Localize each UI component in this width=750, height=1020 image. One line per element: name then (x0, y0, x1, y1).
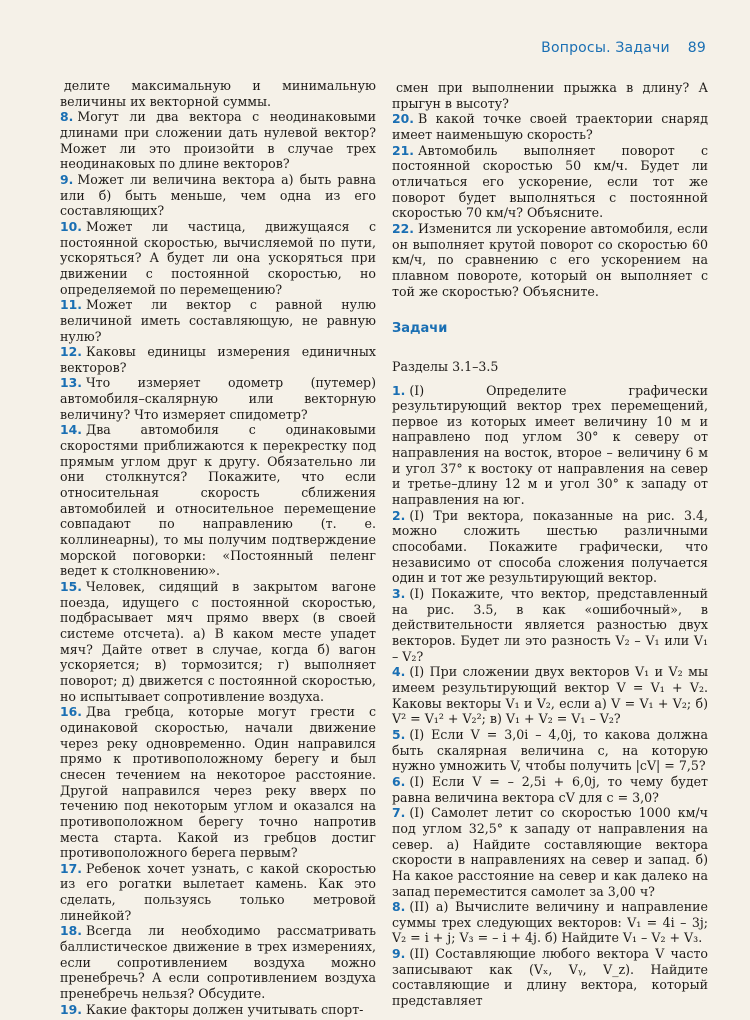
question-number: 12. (60, 344, 82, 360)
section-heading-problems: Задачи (392, 321, 448, 337)
question-number: 21. (392, 142, 414, 158)
page-number: 89 (687, 40, 706, 56)
running-head (541, 40, 706, 56)
question-item: 18. Всегда ли необходимо рассматривать баллистическое движение в трех измерениях, если сопротивлением воздуха можно пренебречь? А если сопротивлением воздуха пренебречь нельзя? Обсудите. (60, 923, 376, 1002)
question-item: 10. Может ли частица, движущаяся с постоянной скоростью, вычисляемой по пути, ускоряться? А будет ли она ускоряться при движении с постоянной скоростью, но определяемой по перемещению? (60, 218, 376, 297)
problem-number: 9. (392, 946, 406, 962)
problem-number: 7. (392, 805, 406, 821)
question-item: 9. Может ли величина вектора а) быть равна или б) быть меньше, чем одна из его составляющих? (60, 171, 376, 219)
question-number: 17. (60, 860, 82, 876)
problem-item: 4. (I) При сложении двух векторов V₁ и V₂ мы имеем результирующий вектор V = V₁ + V₂. Каковы векторы V₁ и V₂, если а) V = V₁ + V₂; б) V² = V₁² + V₂²; в) V₁ + V₂ = V₁ – V₂? (392, 664, 708, 727)
problem-number: 1. (392, 382, 406, 398)
question-number: 13. (60, 375, 82, 391)
problem-item: 8. (II) а) Вычислите величину и направление суммы трех следующих векторов: V₁ = 4i – 3j; V₂ = i + j; V₃ = – i + 4j. б) Найдите V₁ – V₂ + V₃. (392, 899, 708, 946)
question-number: 10. (60, 218, 82, 234)
question-number: 8. (60, 109, 74, 125)
question-item: 15. Человек, сидящий в закрытом вагоне поезда, идущего с постоянной скоростью, подбрасывает мяч прямо вверх (в своей системе отсчета). а) В каком месте упадет мяч? Дайте ответ в случае, когда б) вагон ускоряется; в) тормозится; г) выполняет поворот; д) движется с постоянной скоростью, но испытывает сопротивление воздуха. (60, 579, 376, 704)
problem-item: 6. (I) Если V = – 2,5i + 6,0j, то чему будет равна величина вектора cV для c = 3,0? (392, 773, 708, 805)
subsection-heading: Разделы 3.1–3.5 (392, 358, 499, 374)
problem-item: 7. (I) Самолет летит со скоростью 1000 км/ч под углом 32,5° к западу от направления на север. а) Найдите составляющие вектора скорости в направлениях на север и запад. б) На какое расстояние на север и как далеко на запад переместится самолет за 3,00 ч? (392, 805, 708, 899)
problem-number: 4. (392, 664, 406, 680)
question-number: 15. (60, 579, 82, 594)
problem-number: 6. (392, 773, 406, 789)
problem-item: 1. (I) Определите графически результирующий вектор трех перемещений, первое из которых имеет величину 10 м и направлено под углом 30° к северу от направления на восток, второе – величину 6 м и угол 37° к востоку от направления на север и третье–длину 12 м и угол 30° к западу от направления на юг. (392, 382, 708, 508)
question-number: 22. (392, 220, 414, 236)
question-item: 12. Каковы единицы измерения единичных векторов? (60, 344, 376, 375)
problem-item: 5. (I) Если V = 3,0i – 4,0j, то какова должна быть скалярная величина c, на которую нужно умножить V, чтобы получить |cV| = 7,5? (392, 726, 708, 774)
question-item: 14. Два автомобиля с одинаковыми скоростями приближаются к перекрестку под прямым углом друг к другу. Обязательно ли они столкнутся? Покажите, что если относительная скорость сближения автомобилей и относительное перемещение совпадают по направлению (т. е. коллинеарны), то мы получим подтверждение морской поговорки: «Постоянный пеленг ведет к столкновению». (60, 422, 376, 579)
question-item: 8. Могут ли два вектора с неодинаковыми длинами при сложении дать нулевой вектор? Может ли это произойти в случае трех неодинаковых по длине векторов? (60, 109, 376, 172)
question-number: 18. (60, 923, 82, 939)
question-item: 11. Может ли вектор с равной нулю величиной иметь составляющую, не равную нулю? (60, 297, 376, 344)
question-number: 9. (60, 171, 74, 187)
question-item: 19. Какие факторы должен учитывать спорт- (60, 1001, 364, 1017)
question-item: 20. В какой точке своей траектории снаряд имеет наименьшую скорость? (392, 111, 708, 142)
question-number: 20. (392, 111, 414, 127)
question-item: делите максимальную и минимальную величины их векторной суммы. (60, 78, 376, 109)
problem-item: 3. (I) Покажите, что вектор, представленный на рис. 3.5, в как «ошибочный», в действительности является разностью двух векторов. Будет ли это разность V₂ – V₁ или V₁ – V₂? (392, 586, 708, 664)
question-item: 17. Ребенок хочет узнать, с какой скоростью из его рогатки вылетает камень. Как это сделать, пользуясь только метровой линейкой? (60, 860, 376, 923)
problem-item: 2. (I) Три вектора, показанные на рис. 3.4, можно сложить шестью различными способами. Покажите графически, что независимо от способа сложения получается один и тот же результирующий вектор. (392, 507, 708, 586)
question-number: 16. (60, 704, 82, 720)
problem-item: 9. (II) Составляющие любого вектора V часто записывают как (Vₓ, Vᵧ, V_z). Найдите составляющие и длину вектора, который представляет (392, 946, 708, 1009)
question-number: 11. (60, 297, 82, 313)
question-item: 16. Два гребца, которые могут грести с одинаковой скоростью, начали движение через реку одновременно. Один направился прямо к противоположному берегу и был снесен течением на некоторое расстояние. Другой направился через реку вверх по течению под некоторым углом и оказался на противоположном берегу точно напротив места старта. Какой из гребцов достиг противоположного берега первым? (60, 704, 376, 861)
question-item: 13. Что измеряет одометр (путемер) автомобиля–скалярную или векторную величину? Что измеряет спидометр? (60, 375, 376, 422)
question-item: смен при выполнении прыжка в длину? А прыгун в высоту? (392, 80, 708, 111)
left-column (60, 78, 376, 1017)
problem-number: 2. (392, 507, 406, 523)
question-number: 19. (60, 1001, 82, 1017)
question-item: 21. Автомобиль выполняет поворот с постоянной скоростью 50 км/ч. Будет ли отличаться его ускорение, если тот же поворот будет выполняться с постоянной скоростью 70 км/ч? Объясните. (392, 142, 708, 221)
problem-number: 3. (392, 586, 406, 602)
problem-number: 5. (392, 726, 406, 742)
question-item: 22. Изменится ли ускорение автомобиля, если он выполняет крутой поворот со скоростью 60 км/ч, по сравнению с его ускорением на плавном повороте, который он выполняет с той же скоростью? Объясните. (392, 220, 708, 299)
problem-number: 8. (392, 899, 406, 915)
question-number: 14. (60, 422, 82, 438)
page-section-title: Вопросы. Задачи (541, 40, 670, 56)
right-column (392, 80, 708, 1009)
